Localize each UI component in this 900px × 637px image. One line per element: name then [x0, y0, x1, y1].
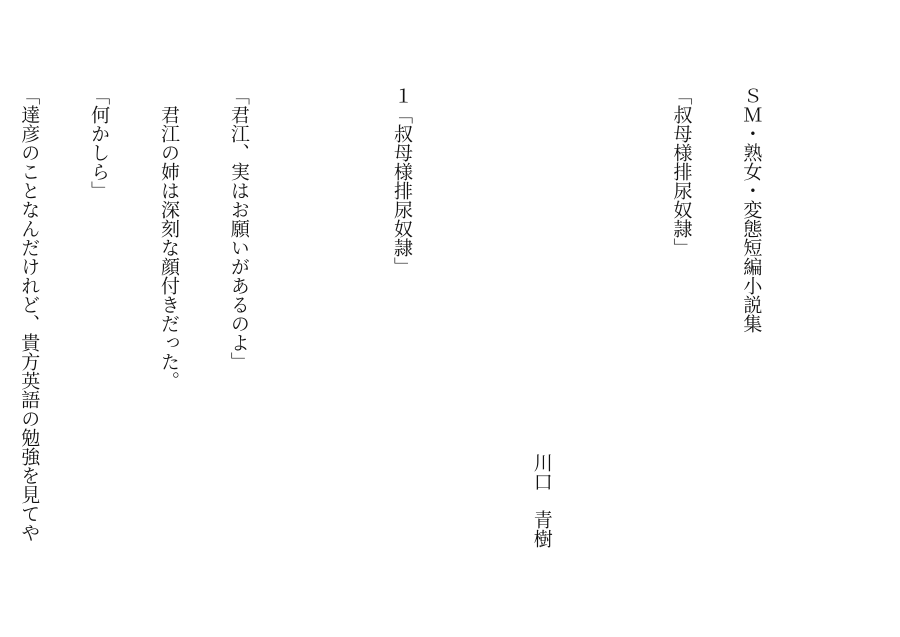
chapter-heading: １「叔母様排尿奴隷」 [390, 86, 413, 276]
author-name: 川口 青樹 [530, 453, 553, 548]
vertical-text-block [18, 86, 809, 566]
body-line: 「達彦のことなんだけれど、貴方英語の勉強を見てや [18, 86, 41, 542]
series-title: ＳＭ・熟女・変態短編小説集 [740, 86, 763, 333]
blank-line [599, 86, 622, 566]
body-line: 「君江、実はお願いがあるのよ」 [227, 86, 250, 371]
body-line: 君江の姉は深刻な顔付きだった。 [157, 86, 180, 390]
blank-line [460, 86, 483, 566]
body-line: 「何かしら」 [88, 86, 111, 200]
blank-line [320, 86, 343, 566]
story-title: 「叔母様排尿奴隷」 [670, 86, 693, 257]
